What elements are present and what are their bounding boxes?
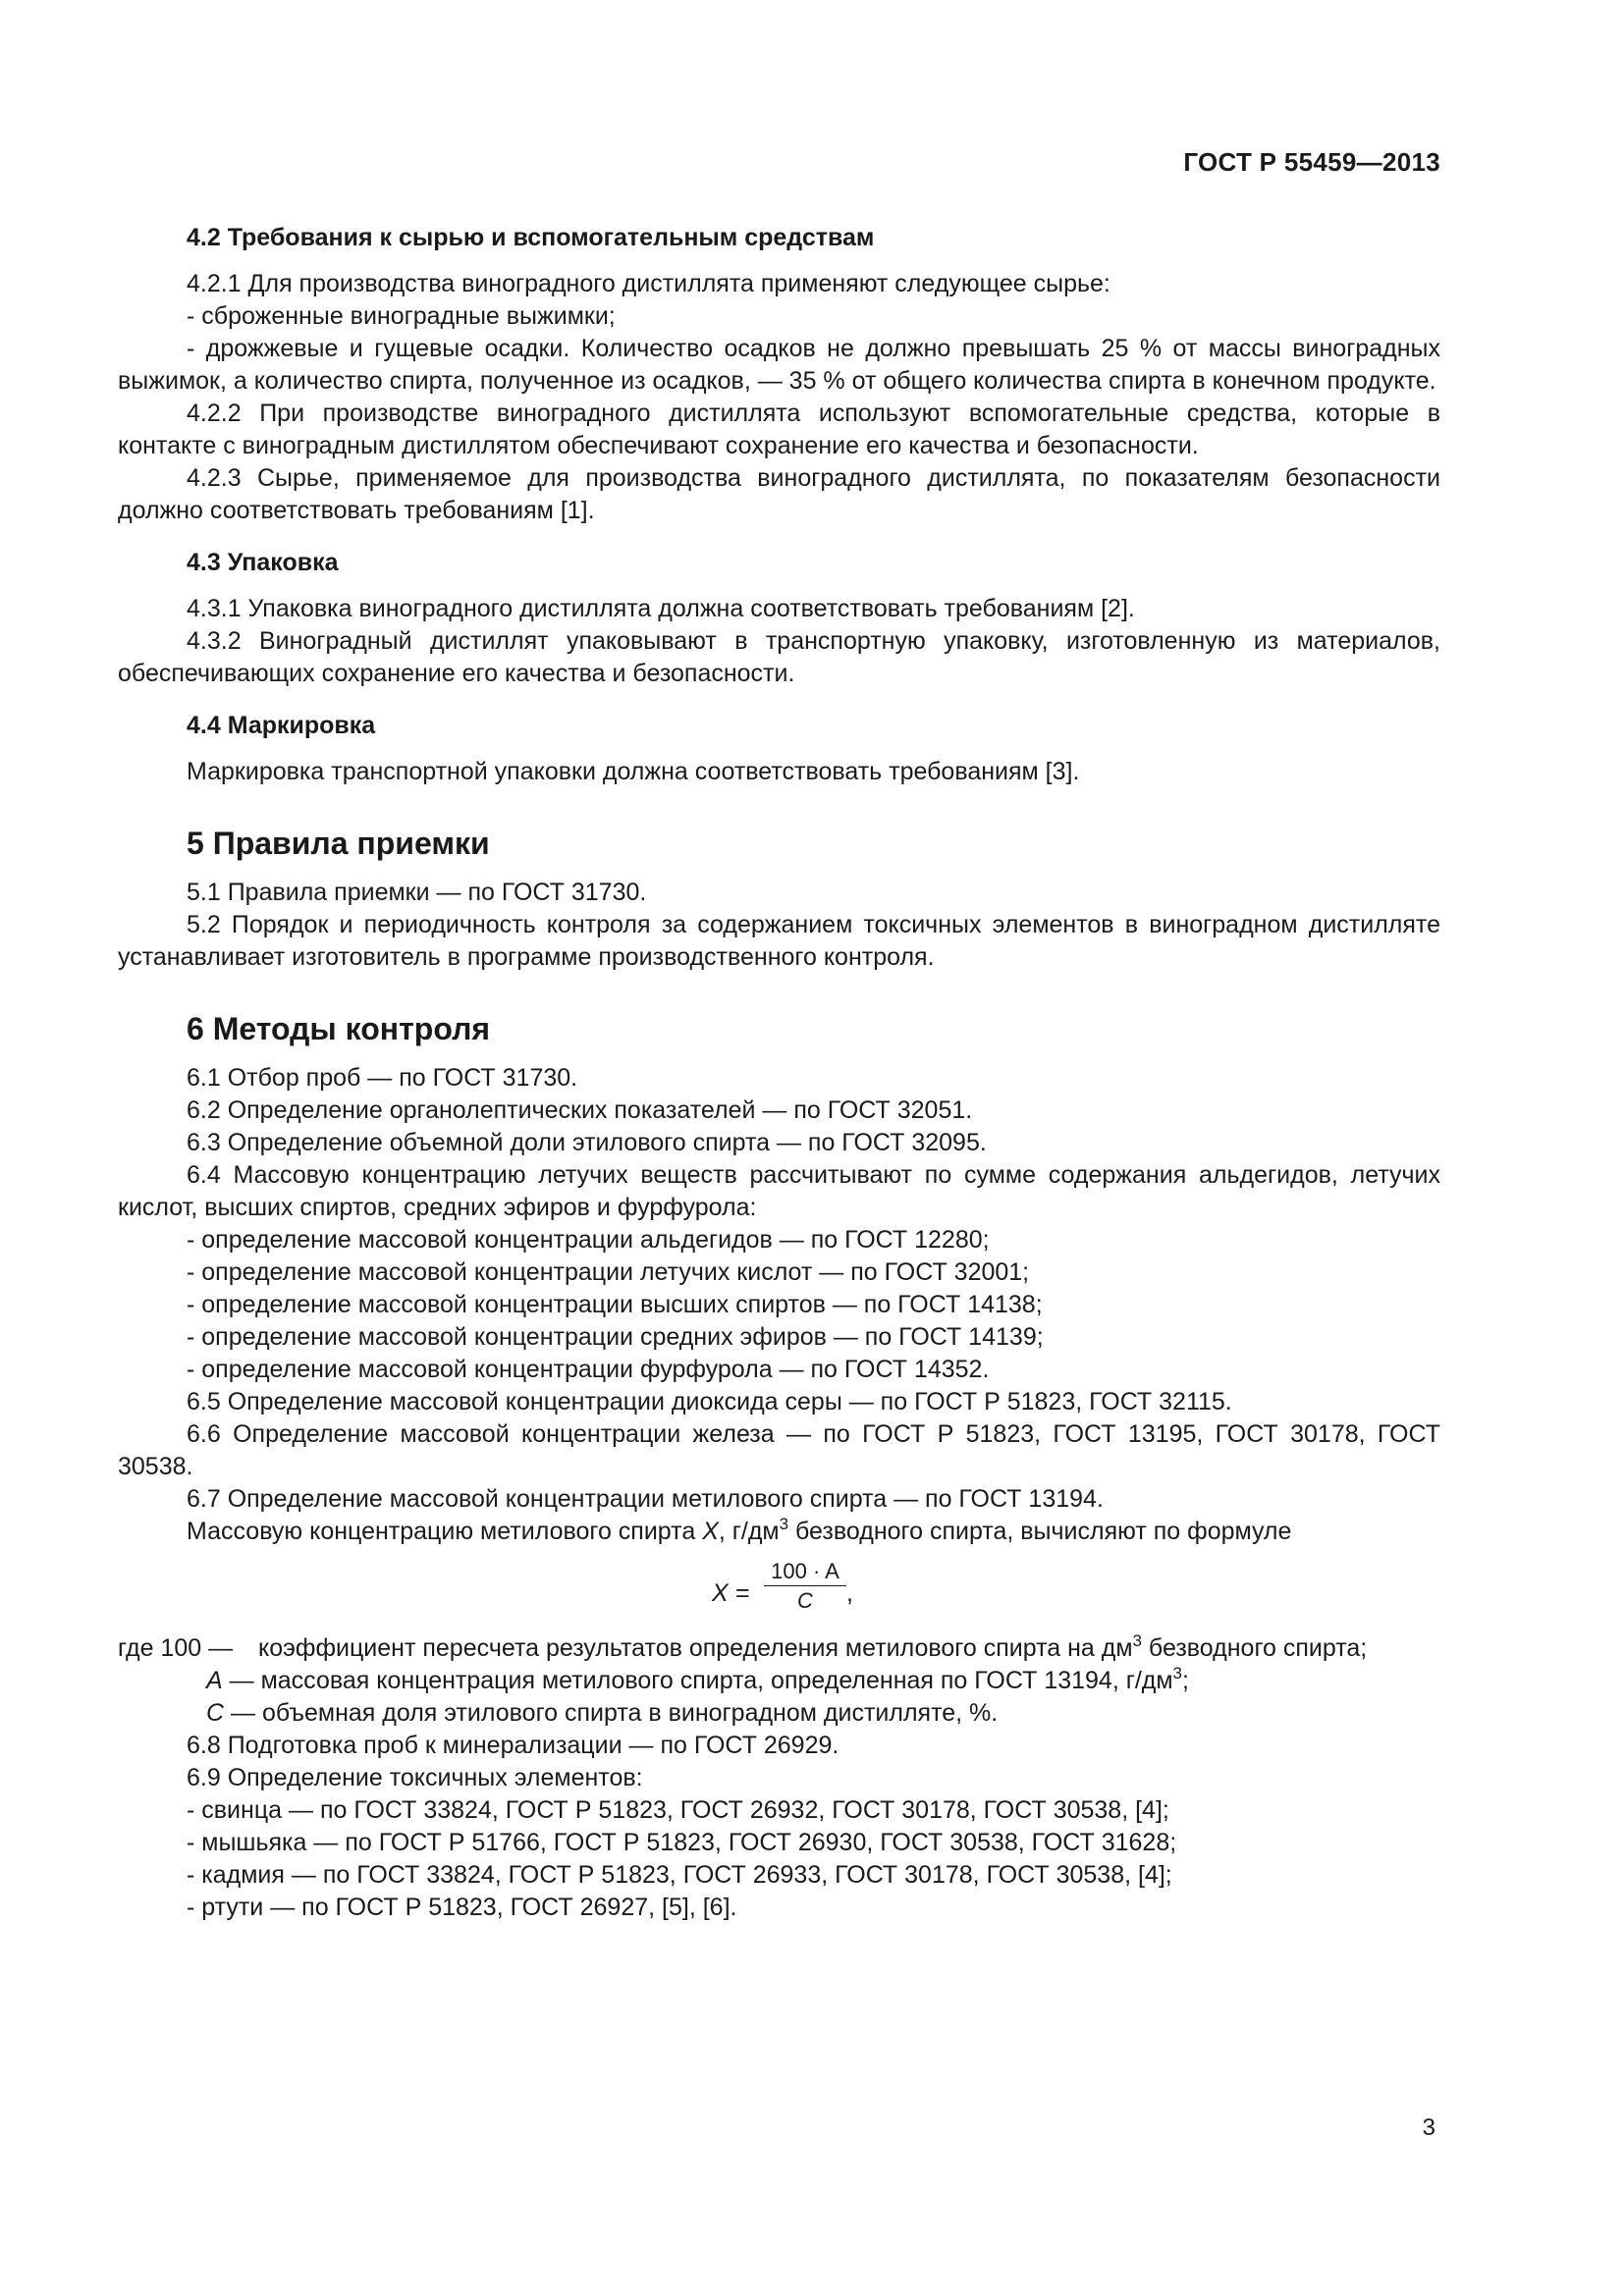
list-item: - кадмия — по ГОСТ 33824, ГОСТ Р 51823, ГОСТ 26933, ГОСТ 30178, ГОСТ 30538, [4]; xyxy=(187,1861,1172,1889)
formula-numerator: 100 · A xyxy=(764,1558,846,1586)
formula-denominator: C xyxy=(797,1588,813,1613)
page-number: 3 xyxy=(1422,2114,1435,2141)
list-item: - определение массовой концентрации высших спиртов — по ГОСТ 14138; xyxy=(187,1291,1043,1318)
paragraph-6-8: 6.8 Подготовка проб к минерализации — по ГОСТ 26929. xyxy=(187,1732,839,1759)
document-code: ГОСТ Р 55459—2013 xyxy=(1183,147,1440,177)
list-item: - свинца — по ГОСТ 33824, ГОСТ Р 51823, ГОСТ 26932, ГОСТ 30178, ГОСТ 30538, [4]; xyxy=(187,1796,1169,1824)
formula-trail: , xyxy=(846,1579,853,1607)
list-item: - определение массовой концентрации средних эфиров — по ГОСТ 14139; xyxy=(187,1323,1044,1351)
list-item: - определение массовой концентрации летучих кислот — по ГОСТ 32001; xyxy=(187,1258,1030,1286)
paragraph-6-1: 6.1 Отбор проб — по ГОСТ 31730. xyxy=(187,1064,578,1092)
formula-lhs: X = xyxy=(712,1579,750,1607)
paragraph-4-2-3: 4.2.3 Сырье, применяемое для производства виноградного дистиллята, по показателям безопасности должно соответствовать требованиям [1]. xyxy=(118,464,1440,524)
paragraph-5-1: 5.1 Правила приемки — по ГОСТ 31730. xyxy=(187,879,647,906)
list-item: - определение массовой концентрации альдегидов — по ГОСТ 12280; xyxy=(187,1226,990,1254)
paragraph-6-4: 6.4 Массовую концентрацию летучих веществ рассчитывают по сумме содержания альдегидов, летучих кислот, высших спиртов, средних эфиров и фурфурола: xyxy=(118,1161,1440,1221)
where-100: где 100 — коэффициент пересчета результатов определения метилового спирта на $дм^3$ безводного спирта; xyxy=(118,1631,1368,1662)
paragraph-4-2-1: 4.2.1 Для производства виноградного дистиллята применяют следующее сырье: xyxy=(187,270,1110,297)
paragraph-4-4: Маркировка транспортной упаковки должна соответствовать требованиям [3]. xyxy=(187,758,1080,785)
methanol-formula xyxy=(118,1554,1440,1629)
formula-intro: Массовую концентрацию метилового спирта X, $г/дм^3$ безводного спирта, вычисляют по формуле xyxy=(187,1515,1292,1545)
section-4-2-title: 4.2 Требования к сырью и вспомогательным средствам xyxy=(187,224,875,251)
paragraph-4-3-2: 4.3.2 Виноградный дистиллят упаковывают в транспортную упаковку, изготовленную из материалов, обеспечивающих сохранение его качества и безопасности. xyxy=(118,627,1440,687)
paragraph-6-5: 6.5 Определение массовой концентрации диоксида серы — по ГОСТ Р 51823, ГОСТ 32115. xyxy=(187,1388,1232,1415)
section-4-3-title: 4.3 Упаковка xyxy=(187,549,339,576)
paragraph-4-3-1: 4.3.1 Упаковка виноградного дистиллята должна соответствовать требованиям [2]. xyxy=(187,595,1135,622)
paragraph-5-2: 5.2 Порядок и периодичность контроля за содержанием токсичных элементов в виноградном дистилляте устанавливает изготовитель в программе производственного контроля. xyxy=(118,911,1440,971)
page-body xyxy=(118,222,1440,1924)
paragraph-4-2-2: 4.2.2 При производстве виноградного дистиллята используют вспомогательные средства, которые в контакте с виноградным дистиллятом обеспечивают сохранение его качества и безопасности. xyxy=(118,400,1440,459)
paragraph-6-9: 6.9 Определение токсичных элементов: xyxy=(187,1764,643,1791)
list-item: - мышьяка — по ГОСТ Р 51766, ГОСТ Р 51823, ГОСТ 26930, ГОСТ 30538, ГОСТ 31628; xyxy=(187,1829,1177,1856)
paragraph-6-7: 6.7 Определение массовой концентрации метилового спирта — по ГОСТ 13194. xyxy=(187,1485,1104,1513)
formula-fraction xyxy=(764,1558,846,1616)
paragraph-6-2: 6.2 Определение органолептических показателей — по ГОСТ 32051. xyxy=(187,1096,973,1124)
where-c: C — объемная доля этилового спирта в виноградном дистилляте, %. xyxy=(206,1699,999,1727)
where-a: A — массовая концентрация метилового спирта, определенная по ГОСТ 13194, $г/дм^3$; xyxy=(206,1664,1189,1694)
list-item: - определение массовой концентрации фурфурола — по ГОСТ 14352. xyxy=(187,1356,990,1383)
paragraph-6-6: 6.6 Определение массовой концентрации железа — по ГОСТ Р 51823, ГОСТ 13195, ГОСТ 30178, ГОСТ 30538. xyxy=(118,1420,1440,1480)
list-item: - сброженные виноградные выжимки; xyxy=(187,302,616,330)
section-6-title: 6 Методы контроля xyxy=(187,1011,491,1046)
list-item: - ртути — по ГОСТ Р 51823, ГОСТ 26927, [5], [6]. xyxy=(187,1894,737,1921)
section-4-4-title: 4.4 Маркировка xyxy=(187,712,376,739)
section-5-title: 5 Правила приемки xyxy=(187,826,490,861)
paragraph-6-3: 6.3 Определение объемной доли этилового спирта — по ГОСТ 32095. xyxy=(187,1129,987,1156)
list-item: - дрожжевые и гущевые осадки. Количество осадков не должно превышать 25 % от массы виноградных выжимок, а количество спирта, полученное из осадков, — 35 % от общего количества спирта в конечном продукте. xyxy=(118,335,1440,395)
